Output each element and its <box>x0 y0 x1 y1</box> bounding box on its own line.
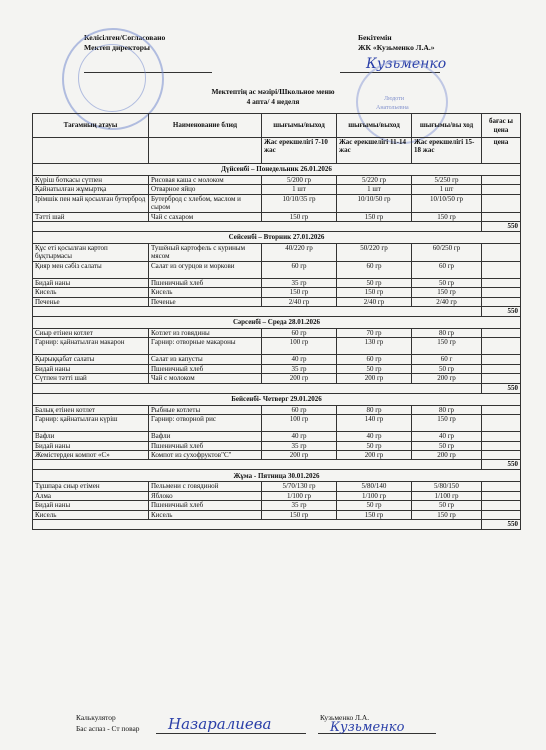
col-header-output-3: шығымы/вы ход <box>412 114 482 138</box>
portion-7-10: 35 гр <box>262 441 337 450</box>
portion-15-18: 1/100 гр <box>412 491 482 500</box>
col-header-output-2: шығымы/выход <box>337 114 412 138</box>
total-spacer <box>33 460 482 470</box>
portion-7-10: 35 гр <box>262 278 337 287</box>
dish-name-kz: Қайнатылған жұмыртқа <box>33 185 149 194</box>
table-row <box>33 212 521 221</box>
dish-name-kz: Гарнир: қайнатылған күріш <box>33 415 149 432</box>
price-cell <box>482 176 521 185</box>
dish-name-ru: Пельмени с говядиной <box>149 482 262 491</box>
portion-15-18: 200 гр <box>412 374 482 383</box>
price-cell <box>482 338 521 355</box>
portion-7-10: 40 гр <box>262 355 337 364</box>
dish-name-kz: Вафли <box>33 432 149 441</box>
day-title: Дүйсенбі – Понедельник 26.01.2026 <box>33 164 521 176</box>
price-cell <box>482 194 521 212</box>
day-total-price: 550 <box>482 383 521 393</box>
portion-7-10: 100 гр <box>262 415 337 432</box>
price-cell <box>482 185 521 194</box>
portion-11-14: 50 гр <box>337 501 412 510</box>
dish-name-kz: Балық етінен котлет <box>33 405 149 414</box>
portion-7-10: 2/40 гр <box>262 297 337 306</box>
dish-name-kz: Жемістерден компот «С» <box>33 450 149 459</box>
dish-name-kz: Бидай наны <box>33 501 149 510</box>
day-title: Жұма - Пятница 30.01.2026 <box>33 470 521 482</box>
portion-7-10: 10/10/35 гр <box>262 194 337 212</box>
portion-15-18: 60 г <box>412 355 482 364</box>
dish-name-kz: Кисель <box>33 510 149 519</box>
dish-name-kz: Ірімшік пен май қосылған бутерброд <box>33 194 149 212</box>
portion-15-18: 5/80/150 <box>412 482 482 491</box>
portion-11-14: 1/100 гр <box>337 491 412 500</box>
portion-11-14: 150 гр <box>337 288 412 297</box>
table-row <box>33 482 521 491</box>
portion-11-14: 5/80/140 <box>337 482 412 491</box>
table-row <box>33 261 521 278</box>
dish-name-kz: Сүтпен тәтті шай <box>33 374 149 383</box>
day-total-row <box>33 307 521 317</box>
day-title: Бейсенбі- Четверг 29.01.2026 <box>33 393 521 405</box>
table-row <box>33 194 521 212</box>
table-row <box>33 491 521 500</box>
portion-7-10: 40 гр <box>262 432 337 441</box>
dish-name-ru: Котлет из говядины <box>149 329 262 338</box>
portion-11-14: 140 гр <box>337 415 412 432</box>
dish-name-kz: Құс еті қосылған картоп бұқтырмасы <box>33 244 149 262</box>
right-signature: Кузьменко <box>366 56 447 72</box>
portion-11-14: 1 шт <box>337 185 412 194</box>
price-cell <box>482 288 521 297</box>
col-header-kz: Тағамның атауы <box>33 114 149 138</box>
calc-signature: Кузьменко <box>330 720 405 735</box>
dish-name-ru: Гарнир: отворной рис <box>149 415 262 432</box>
table-row <box>33 278 521 287</box>
price-cell <box>482 405 521 414</box>
portion-11-14: 200 гр <box>337 374 412 383</box>
menu-title: Мектептің ас мәзірі/Школьное меню <box>211 87 335 96</box>
portion-15-18: 50 гр <box>412 278 482 287</box>
portion-15-18: 5/250 гр <box>412 176 482 185</box>
dish-name-ru: Пшеничный хлеб <box>149 441 262 450</box>
dish-name-ru: Пшеничный хлеб <box>149 501 262 510</box>
table-row <box>33 244 521 262</box>
portion-7-10: 200 гр <box>262 450 337 459</box>
portion-15-18: 150 гр <box>412 510 482 519</box>
table-row <box>33 364 521 373</box>
portion-11-14: 150 гр <box>337 510 412 519</box>
dish-name-kz: Тұшпара сиыр етімен <box>33 482 149 491</box>
portion-15-18: 150 гр <box>412 415 482 432</box>
portion-7-10: 5/200 гр <box>262 176 337 185</box>
price-cell <box>482 261 521 278</box>
day-total-row <box>33 519 521 529</box>
price-cell <box>482 329 521 338</box>
table-row <box>33 415 521 432</box>
price-cell <box>482 450 521 459</box>
dish-name-kz: Бидай наны <box>33 364 149 373</box>
price-cell <box>482 491 521 500</box>
dish-name-kz: Тәтті шай <box>33 212 149 221</box>
price-cell <box>482 374 521 383</box>
portion-15-18: 10/10/50 гр <box>412 194 482 212</box>
col-header-ru: Наименование блюд <box>149 114 262 138</box>
dish-name-ru: Рисовая каша с молоком <box>149 176 262 185</box>
portion-11-14: 2/40 гр <box>337 297 412 306</box>
portion-11-14: 80 гр <box>337 405 412 414</box>
table-row <box>33 355 521 364</box>
portion-7-10: 60 гр <box>262 261 337 278</box>
approval-left-title: Келісілген/Согласовано <box>84 33 166 42</box>
table-row <box>33 297 521 306</box>
dish-name-kz: Бидай наны <box>33 278 149 287</box>
portion-11-14: 60 гр <box>337 355 412 364</box>
dish-name-ru: Кисель <box>149 510 262 519</box>
approval-right-title: Бекітемін <box>358 33 392 42</box>
price-subheader: цена <box>482 138 521 164</box>
dish-name-ru: Чай с молоком <box>149 374 262 383</box>
portion-11-14: 130 гр <box>337 338 412 355</box>
table-row <box>33 176 521 185</box>
table-row <box>33 185 521 194</box>
dish-name-ru: Бутерброд с хлебом, маслом и сыром <box>149 194 262 212</box>
table-row <box>33 329 521 338</box>
portion-15-18: 200 гр <box>412 450 482 459</box>
total-spacer <box>33 519 482 529</box>
price-cell <box>482 501 521 510</box>
portion-11-14: 70 гр <box>337 329 412 338</box>
dish-name-ru: Тушёный картофель с куриным мясом <box>149 244 262 262</box>
col-header-output-1: шығымы/выход <box>262 114 337 138</box>
table-row <box>33 432 521 441</box>
portion-11-14: 50/220 гр <box>337 244 412 262</box>
portion-7-10: 200 гр <box>262 374 337 383</box>
seal-text-2: Анатольевна <box>376 105 409 111</box>
table-row <box>33 441 521 450</box>
dish-name-ru: Пшеничный хлеб <box>149 364 262 373</box>
calculator-name: Кузьменко Л.А. <box>320 713 370 722</box>
dish-name-kz: Қырыққабат салаты <box>33 355 149 364</box>
portion-15-18: 80 гр <box>412 405 482 414</box>
day-total-row <box>33 222 521 232</box>
price-cell <box>482 441 521 450</box>
day-total-price: 550 <box>482 460 521 470</box>
portion-11-14: 200 гр <box>337 450 412 459</box>
portion-11-14: 60 гр <box>337 261 412 278</box>
table-row <box>33 374 521 383</box>
dish-name-ru: Кисель <box>149 288 262 297</box>
dish-name-ru: Компот из сухофруктов"С" <box>149 450 262 459</box>
table-row <box>33 338 521 355</box>
day-total-price: 550 <box>482 222 521 232</box>
menu-week: 4 апта/ 4 неделя <box>246 97 300 106</box>
dish-name-kz: Печенье <box>33 297 149 306</box>
dish-name-ru: Вафли <box>149 432 262 441</box>
portion-15-18: 50 гр <box>412 364 482 373</box>
portion-11-14: 50 гр <box>337 441 412 450</box>
portion-15-18: 50 гр <box>412 501 482 510</box>
day-total-price: 550 <box>482 519 521 529</box>
portion-11-14: 40 гр <box>337 432 412 441</box>
table-row <box>33 450 521 459</box>
menu-table <box>32 113 521 530</box>
table-row <box>33 510 521 519</box>
portion-7-10: 150 гр <box>262 288 337 297</box>
price-cell <box>482 244 521 262</box>
day-total-price: 550 <box>482 307 521 317</box>
dish-name-ru: Яблоко <box>149 491 262 500</box>
dish-name-ru: Салат из огурцов и моркови <box>149 261 262 278</box>
total-spacer <box>33 307 482 317</box>
day-header-row <box>33 393 521 405</box>
portion-15-18: 150 гр <box>412 212 482 221</box>
portion-7-10: 40/220 гр <box>262 244 337 262</box>
dish-name-ru: Гарнир: отворные макароны <box>149 338 262 355</box>
price-cell <box>482 432 521 441</box>
price-cell <box>482 415 521 432</box>
portion-15-18: 40 гр <box>412 432 482 441</box>
total-spacer <box>33 222 482 232</box>
portion-7-10: 100 гр <box>262 338 337 355</box>
price-cell <box>482 482 521 491</box>
portion-15-18: 50 гр <box>412 441 482 450</box>
approval-left-role: Мектеп директоры <box>84 43 150 52</box>
dish-name-ru: Пшеничный хлеб <box>149 278 262 287</box>
dish-name-ru: Печенье <box>149 297 262 306</box>
day-total-row <box>33 460 521 470</box>
cook-signature: Назаралиева <box>168 715 272 733</box>
price-cell <box>482 212 521 221</box>
dish-name-kz: Сиыр етінен котлет <box>33 329 149 338</box>
portion-15-18: 80 гр <box>412 329 482 338</box>
age-group-11-14: Жас ерекшелігі 11-14 жас <box>337 138 412 164</box>
age-group-7-10: Жас ерекшелігі 7-10 жас <box>262 138 337 164</box>
portion-11-14: 10/10/50 гр <box>337 194 412 212</box>
dish-name-kz: Күріш боткасы сүтпен <box>33 176 149 185</box>
portion-7-10: 60 гр <box>262 405 337 414</box>
portion-11-14: 5/220 гр <box>337 176 412 185</box>
col-header-price: бағас ы цена <box>482 114 521 138</box>
day-header-row <box>33 317 521 329</box>
dish-name-kz: Қияр мен сәбіз салаты <box>33 261 149 278</box>
portion-11-14: 150 гр <box>337 212 412 221</box>
portion-11-14: 50 гр <box>337 364 412 373</box>
dish-name-kz: Кисель <box>33 288 149 297</box>
day-title: Сәрсенбі – Среда 28.01.2026 <box>33 317 521 329</box>
chief-cook-label: Бас аспаз - Ст повар <box>76 724 140 733</box>
table-row <box>33 405 521 414</box>
price-cell <box>482 355 521 364</box>
portion-15-18: 60/250 гр <box>412 244 482 262</box>
portion-7-10: 35 гр <box>262 364 337 373</box>
table-row <box>33 501 521 510</box>
portion-15-18: 1 шт <box>412 185 482 194</box>
cook-signature-line <box>156 733 306 734</box>
dish-name-ru: Салат из капусты <box>149 355 262 364</box>
price-cell <box>482 297 521 306</box>
price-cell <box>482 510 521 519</box>
portion-11-14: 50 гр <box>337 278 412 287</box>
dish-name-kz: Бидай наны <box>33 441 149 450</box>
price-cell <box>482 278 521 287</box>
calculator-label: Калькулятор <box>76 713 116 722</box>
day-title: Сейсенбі – Вторник 27.01.2026 <box>33 232 521 244</box>
portion-15-18: 2/40 гр <box>412 297 482 306</box>
portion-15-18: 150 гр <box>412 338 482 355</box>
day-total-row <box>33 383 521 393</box>
day-header-row <box>33 232 521 244</box>
dish-name-ru: Чай с сахаром <box>149 212 262 221</box>
approval-right-org: ЖК «Кузьменко Л.А.» <box>358 43 435 52</box>
dish-name-kz: Алма <box>33 491 149 500</box>
portion-7-10: 60 гр <box>262 329 337 338</box>
portion-7-10: 1 шт <box>262 185 337 194</box>
portion-15-18: 60 гр <box>412 261 482 278</box>
table-row <box>33 288 521 297</box>
portion-7-10: 35 гр <box>262 501 337 510</box>
day-header-row <box>33 470 521 482</box>
day-header-row <box>33 164 521 176</box>
dish-name-ru: Рыбные котлеты <box>149 405 262 414</box>
portion-7-10: 1/100 гр <box>262 491 337 500</box>
dish-name-ru: Отварное яйцо <box>149 185 262 194</box>
portion-7-10: 150 гр <box>262 510 337 519</box>
portion-7-10: 5/70/130 гр <box>262 482 337 491</box>
dish-name-kz: Гарнир: қайнатылған макарон <box>33 338 149 355</box>
age-group-15-18: Жас ерекшелігі 15-18 жас <box>412 138 482 164</box>
portion-15-18: 150 гр <box>412 288 482 297</box>
portion-7-10: 150 гр <box>262 212 337 221</box>
total-spacer <box>33 383 482 393</box>
seal-text-1: Людоти <box>384 96 405 102</box>
price-cell <box>482 364 521 373</box>
